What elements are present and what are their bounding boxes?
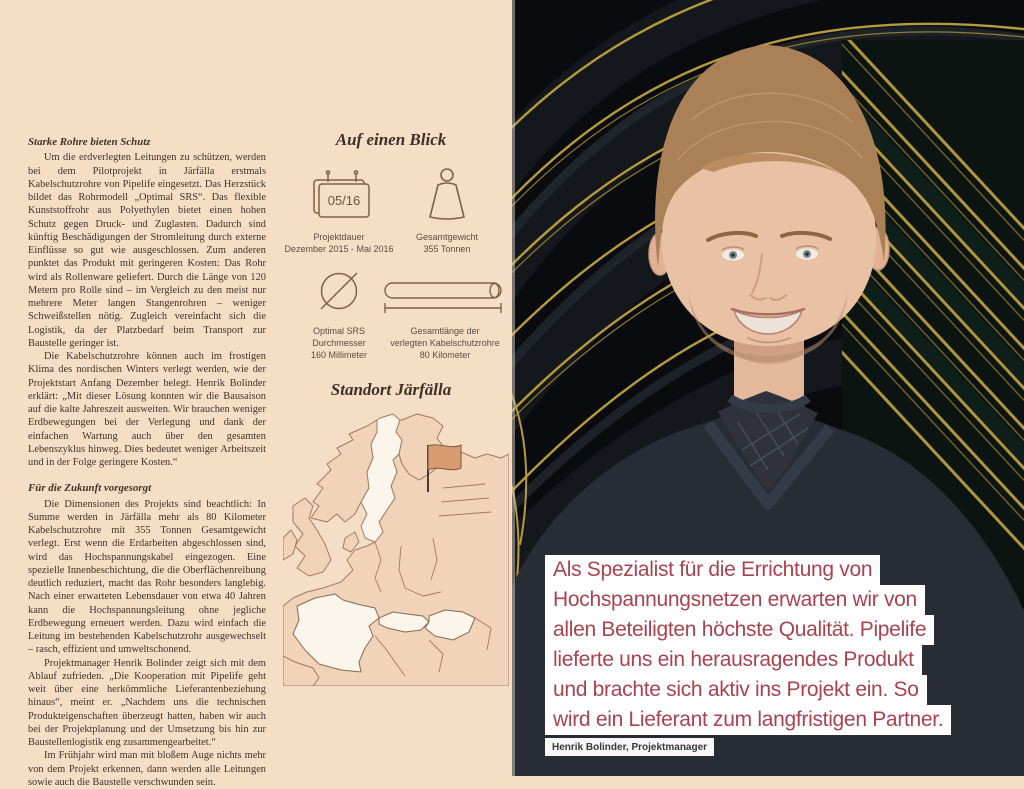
quote-line: allen Beteiligten höchste Qualität. Pipelife — [545, 615, 934, 645]
paragraph: Projektmanager Henrik Bolinder zeigt sich mit dem Ablauf zufrieden. „Die Kooperation mit Pipelife geht weit über eine herkömmliche Lieferantenbeziehung hinaus“, meint er. „Nachdem uns die technischen Produkteigenschaften überzeugt hatten, haben wir auch bei der Projektplanung und der Umsetzung bis hin zur Baustellenlogistik eng zusammengearbeitet.“ — [28, 657, 266, 748]
paragraph: Um die erdverlegten Leitungen zu schützen, werden bei dem Pilotprojekt in Järfälla erstmals Kabelschutzrohre von Pipelife eingesetzt. Das Herzstück bildet das Rohrmodell „Optimal SRS“. Das flexible Kunststoffrohr aus Polyethylen bietet einen hohen Schutz gegen Druck- und Zuglasten. Dadurch sind künftig Beschädigungen der Stromleitung durch externe Einflüsse so gut wie ausgeschlossen. Zum anderen punktet das Produkt mit geringeren Kosten: Das Rohr wird als Rollenware geliefert. Durch die Länge von 120 Metern pro Rolle sind – im Vergleich zu den meist nur mehrere Meter langen Stangenrohren – weniger Schweißstellen nötig. Zugleich vereinfacht sich die Logistik, da der Platzbedarf beim Transport zur Baustelle geringer ist. — [28, 152, 266, 349]
quote-block — [545, 555, 1020, 756]
diameter-icon — [283, 268, 395, 316]
stat-total-length — [381, 268, 509, 361]
europe-map — [283, 410, 509, 686]
stat-label: Gesamtlänge der verlegten Kabelschutzrohre 80 Kilometer — [390, 326, 500, 360]
left-page — [0, 0, 512, 788]
quote-line: Als Spezialist für die Errichtung von — [545, 555, 880, 585]
quote-line: Hochspannungsnetzen erwarten wir von — [545, 585, 925, 615]
stat-label: Optimal SRS Durchmesser 160 Millimeter — [310, 326, 368, 360]
stat-label: Projektdauer Dezember 2015 - Mai 2016 — [284, 232, 394, 254]
stat-project-duration — [283, 166, 395, 255]
pipe-icon — [381, 268, 509, 316]
map-ireland — [283, 530, 297, 560]
location-heading: Standort Järfälla — [330, 380, 452, 399]
paragraph: Die Kabelschutzrohre können auch im frostigen Klima des nordischen Winters verlegt werden, wie der Projektstart Anfang Dezember belegt. Henrik Bolinder erklärt: „Mit dieser Lösung konnten wir die Bausaison auf die kalte Jahreszeit ausweiten. Wir brauchen weniger Erdbewegungen bei der Verlegung und dank der einfachen Wartung auch über den gesamten Lebenszyklus hinweg. Dies bedeutet weniger Arbeitszeit und in der Folge geringere Kosten.“ — [28, 351, 266, 468]
quote-line: lieferte uns ein herausragendes Produkt — [545, 645, 922, 675]
stat-diameter — [283, 268, 395, 361]
section-heading-2: Für die Zukunft vorgesorgt — [28, 482, 152, 495]
paragraph: Im Frühjahr wird man mit bloßem Auge nichts mehr von dem Projekt erkennen, dann werden alle Leitungen sowie auch die Baustelle verschwunden sein. — [28, 750, 266, 788]
calendar-icon — [283, 166, 395, 222]
weight-icon — [395, 166, 499, 222]
stat-label: Gesamtgewicht 355 Tonnen — [415, 232, 479, 254]
article-column — [28, 136, 266, 789]
quote-attribution: Henrik Bolinder, Projektmanager — [545, 738, 714, 756]
quote-line: und brachte sich aktiv ins Projekt ein. So — [545, 675, 927, 705]
stat-total-weight — [395, 166, 499, 255]
quote-line: wird ein Lieferant zum langfristigen Partner. — [545, 705, 951, 735]
calendar-date-text: 05/16 — [327, 193, 361, 208]
paragraph: Die Dimensionen des Projekts sind beachtlich: In Summe werden in Järfälla mehr als 80 Kilometer Kabelschutzrohre mit 355 Tonnen Gesamtgewicht verlegt. Erst wenn die Erdarbeiten abgeschlossen sind, wird das Hochspannungskabel eingezogen. Eine spezielle Innenbeschichtung, die die Oberflächenreibung deutlich reduziert, macht das Rohr besonders langlebig. Nach einer erwarteten Lebensdauer von etwa 40 Jahren kann die Hochspannungsleitung ohne jegliche Erdbewegung erneuert werden. Dazu wird einfach die Leitung im bestehenden Kabelschutzrohr ausgewechselt – rasch, effizient und umweltschonend. — [28, 498, 266, 656]
overview-heading: Auf einen Blick — [335, 130, 447, 149]
section-heading-1: Starke Rohre bieten Schutz — [28, 136, 151, 148]
